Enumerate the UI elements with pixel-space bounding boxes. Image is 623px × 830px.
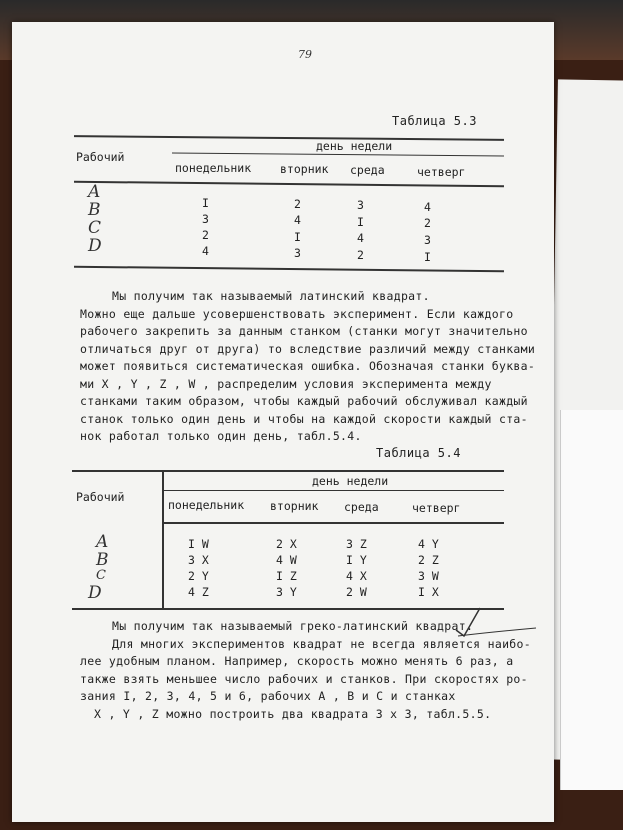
table-5-3-cell: I xyxy=(202,196,209,210)
paragraph-1-line: станками таким образом, чтобы каждый рабочий обслуживал каждый xyxy=(80,394,528,408)
table-5-3-col-2: среда xyxy=(350,163,385,177)
table-5-4-cell: 4 W xyxy=(276,553,297,567)
table-5-3-cell: 2 xyxy=(357,248,364,262)
table-5-4-col-0: понедельник xyxy=(168,498,245,512)
table-5-3-cell: 4 xyxy=(294,213,301,227)
table-5-4-row-label: D xyxy=(88,583,102,603)
table-5-3-row-label: C xyxy=(88,218,102,238)
table-5-4-top-rule xyxy=(72,470,504,472)
table-5-3-cell: I xyxy=(424,250,431,264)
table-5-3-row-label: A xyxy=(88,182,101,202)
paragraph-2-line: Для многих экспериментов квадрат не всегда является наибо- xyxy=(112,636,531,651)
table-5-3-cell: 3 xyxy=(357,198,364,212)
paragraph-1-line: ми X , Y , Z , W , распределим условия эксперимента между xyxy=(80,376,492,391)
table-5-4-row-header: Рабочий xyxy=(76,490,125,504)
table-5-3-top-rule xyxy=(74,135,504,141)
table-5-4-cell: I Z xyxy=(276,569,297,583)
paragraph-2-line: Мы получим так называемый греко-латинский квадрат. xyxy=(112,619,474,633)
table-5-4-cell: 3 X xyxy=(188,553,209,567)
paragraph-2-line: X , Y , Z можно построить два квадрата 3 х 3, табл.5.5. xyxy=(94,706,492,721)
table-5-3-header-rule xyxy=(74,181,504,188)
paragraph-1-line: Можно еще дальше усовершенствовать эксперимент. Если каждого xyxy=(80,306,514,321)
table-5-3-col-1: вторник xyxy=(280,162,329,176)
paragraph-2-line: зания I, 2, 3, 4, 5 и 6, рабочих A , B и C и станках xyxy=(80,689,456,703)
table-5-4-cell: 2 W xyxy=(346,585,367,599)
paragraph-2-line: лее удобным планом. Например, скорость можно менять 6 раз, а xyxy=(80,654,514,668)
paragraph-1 xyxy=(80,288,536,446)
page-number: 79 xyxy=(298,48,312,61)
table-5-4-cell: I X xyxy=(418,585,439,599)
table-5-4-cell: 2 X xyxy=(276,537,297,551)
table-5-3-cell: 2 xyxy=(202,228,209,242)
table-5-3-cell: I xyxy=(294,230,301,244)
paragraph-1-line: Мы получим так называемый латинский квадрат. xyxy=(112,289,430,303)
table-5-3-cell: 2 xyxy=(424,216,431,230)
table-5-4-caption: Таблица 5.4 xyxy=(376,446,461,460)
table-5-4-col-2: среда xyxy=(344,500,379,514)
checkmark-icon xyxy=(452,602,542,642)
paragraph-1-line: может появиться систематическая ошибка. Обозначая станки буква- xyxy=(80,359,536,373)
table-5-3-col-3: четверг xyxy=(417,165,466,179)
table-5-4-col-1: вторник xyxy=(270,499,319,513)
table-5-4-divider xyxy=(162,471,164,608)
table-5-4-cell: I W xyxy=(188,537,209,551)
table-5-4-row-label: A xyxy=(96,532,109,552)
table-5-4-header-rule xyxy=(162,522,504,524)
table-5-3-cell: 3 xyxy=(294,246,301,260)
table-5-3-group-rule xyxy=(172,153,504,157)
table-5-3-cell: 3 xyxy=(424,233,431,247)
table-5-3-cell: 4 xyxy=(357,231,364,245)
table-5-4-cell: I Y xyxy=(346,553,367,567)
table-5-3-cell: 4 xyxy=(424,200,431,214)
background-paper-2 xyxy=(560,410,623,790)
table-5-3-cell: I xyxy=(357,215,364,229)
paragraph-1-line: нок работал только один день, табл.5.4. xyxy=(80,429,362,443)
table-5-4-cell: 3 Y xyxy=(276,585,297,599)
table-5-4-col-3: четверг xyxy=(412,501,461,515)
paragraph-1-line: отличаться друг от друга) то вследствие различий между станками xyxy=(80,341,536,356)
table-5-3-col-0: понедельник xyxy=(175,161,252,175)
table-5-3-row-label: B xyxy=(88,200,101,220)
table-5-4-row-label: B xyxy=(96,550,109,570)
table-5-4-cell: 4 X xyxy=(346,569,367,583)
paragraph-1-line: станок только один день и чтобы на каждой скорости каждый ста- xyxy=(80,411,528,426)
table-5-3-cell: 2 xyxy=(294,197,301,211)
table-5-4-cell: 3 W xyxy=(418,569,439,583)
table-5-3-group-header: день недели xyxy=(316,139,393,153)
table-5-3-cell: 4 xyxy=(202,244,209,258)
table-5-3-bottom-rule xyxy=(74,266,504,273)
table-5-3-cell: 3 xyxy=(202,212,209,226)
table-5-3-row-label: D xyxy=(88,236,102,256)
paragraph-2-line: также взять меньшее число рабочих и станков. При скоростях ро- xyxy=(80,671,528,686)
table-5-4-cell: 2 Y xyxy=(188,569,209,583)
document-page xyxy=(12,22,554,822)
table-5-4-row-label: C xyxy=(96,568,106,583)
table-5-4-group-header: день недели xyxy=(312,474,389,488)
table-5-3-row-header: Рабочий xyxy=(76,150,125,164)
table-5-4-bottom-rule xyxy=(72,608,504,610)
table-5-3-caption: Таблица 5.3 xyxy=(392,114,477,128)
table-5-4-cell: 2 Z xyxy=(418,553,439,567)
table-5-4-group-rule xyxy=(162,490,504,491)
paragraph-1-line: рабочего закрепить за данным станком (станки могут значительно xyxy=(80,324,528,338)
table-5-4-cell: 3 Z xyxy=(346,537,367,551)
table-5-4-cell: 4 Z xyxy=(188,585,209,599)
table-5-4-cell: 4 Y xyxy=(418,537,439,551)
